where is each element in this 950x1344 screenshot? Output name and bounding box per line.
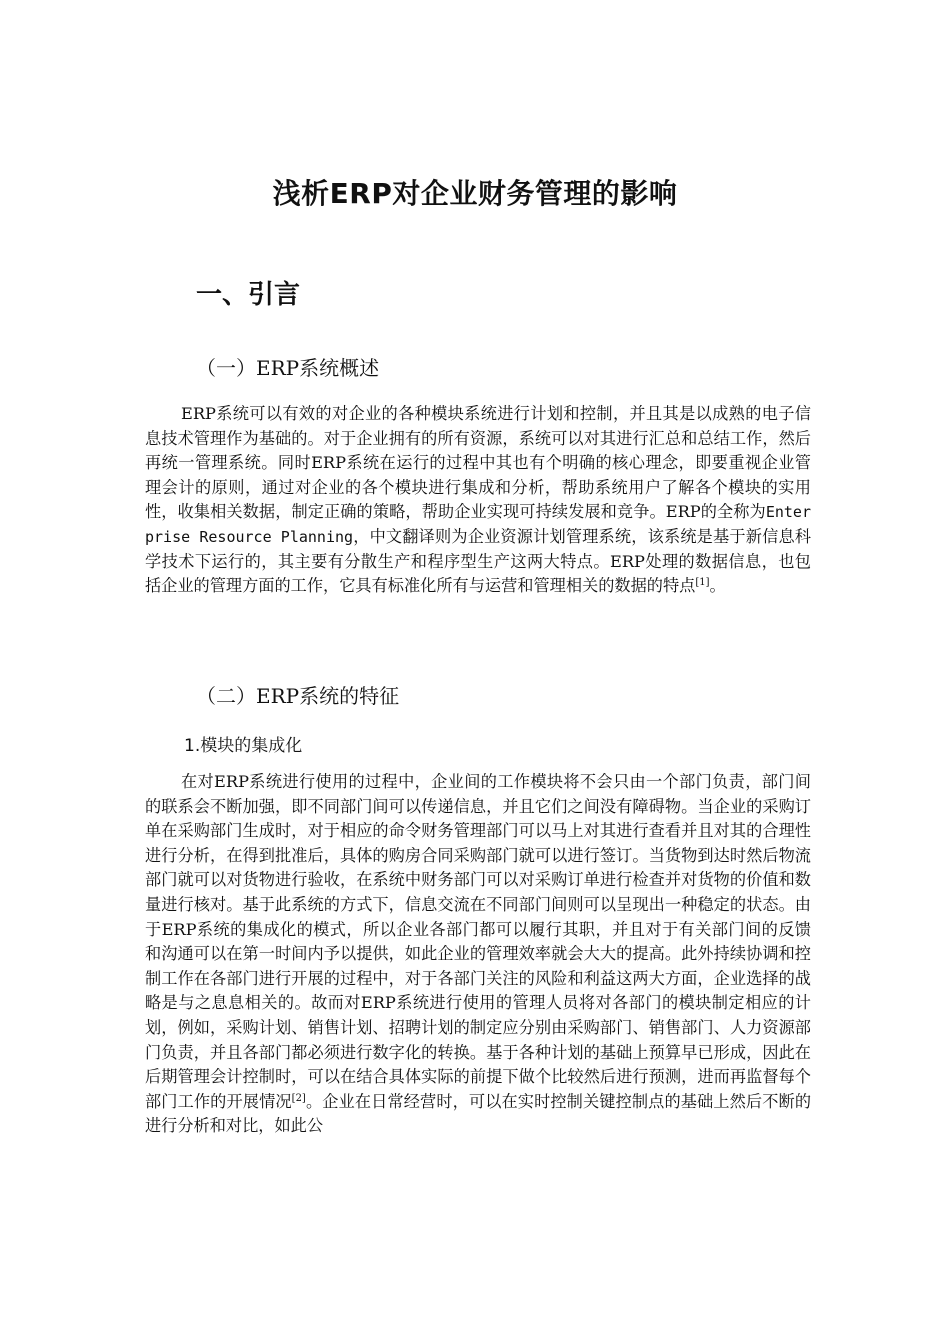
item-heading-module-integration: 1.模块的集成化	[184, 736, 303, 756]
paragraph-text: ERP系统可以有效的对企业的各种模块系统进行计划和控制，并且其是以成熟的电子信息技术管理作为基础的。对于企业拥有的所有资源，系统可以对其进行汇总和总结工作，然后再统一管理系统。同时ERP系统在运行的过程中其也有个明确的核心理念，即要重视企业管理会计的原则，通过对企业的各个模块进行集成和分析，帮助系统用户了解各个模块的实用性，收集相关数据，制定正确的策略，帮助企业实现可持续发展和竞争。ERP的全称为	[145, 404, 811, 522]
document-title: 浅析ERP对企业财务管理的影响	[272, 177, 678, 210]
paragraph-text: 。企业在日常经营时，可以在实时控制关键控制点的基础上然后不断的进行分析和对比，如此公	[145, 1091, 812, 1136]
paragraph-module-integration	[145, 770, 811, 1139]
citation-marker: [2]	[291, 1092, 306, 1104]
paragraph-text: 。	[709, 576, 726, 596]
paragraph-text: ，中文翻译则为企业资源计划管理系统，该系统是基于新信息科学技术下运行的，其主要有分散生产和程序型生产这两大特点。ERP处理的数据信息，也包括企业的管理方面的工作，它具有标准化所有与运营和管理相关的数据的特点	[145, 526, 811, 596]
subsection-heading-erp-overview: （一）ERP系统概述	[196, 356, 380, 380]
english-term: Enterprise Resource Planning	[145, 503, 811, 546]
section-heading-introduction: 一、引言	[196, 280, 301, 310]
paragraph-text: 在对ERP系统进行使用的过程中，企业间的工作模块将不会只由一个部门负责，部门间的联系会不断加强，即不同部门间可以传递信息，并且它们之间没有障碍物。当企业的采购订单在采购部门生成时，对于相应的命令财务管理部门可以马上对其进行查看并且对其的合理性进行分析，在得到批准后，具体的购房合同采购部门就可以进行签订。当货物到达时然后物流部门就可以对货物进行验收，在系统中财务部门可以对采购订单进行检查并对货物的价值和数量进行核对。基于此系统的方式下，信息交流在不同部门间则可以呈现出一种稳定的状态。由于ERP系统的集成化的模式，所以企业各部门都可以履行其职，并且对于有关部门间的反馈和沟通可以在第一时间内予以提供，如此企业的管理效率就会大大的提高。此外持续协调和控制工作在各部门进行开展的过程中，对于各部门关注的风险和利益这两大方面，企业选择的战略是与之息息相关的。故而对ERP系统进行使用的管理人员将对各部门的模块制定相应的计划，例如，采购计划、销售计划、招聘计划的制定应分别由采购部门、销售部门、人力资源部门负责，并且各部门都必须进行数字化的转换。基于各种计划的基础上预算早已形成，因此在后期管理会计控制时，可以在结合具体实际的前提下做个比较然后进行预测，进而再监督每个部门工作的开展情况	[145, 772, 811, 1111]
subsection-heading-erp-features: （二）ERP系统的特征	[196, 684, 400, 708]
paragraph-erp-overview	[145, 402, 811, 599]
citation-marker: [1]	[695, 577, 710, 589]
